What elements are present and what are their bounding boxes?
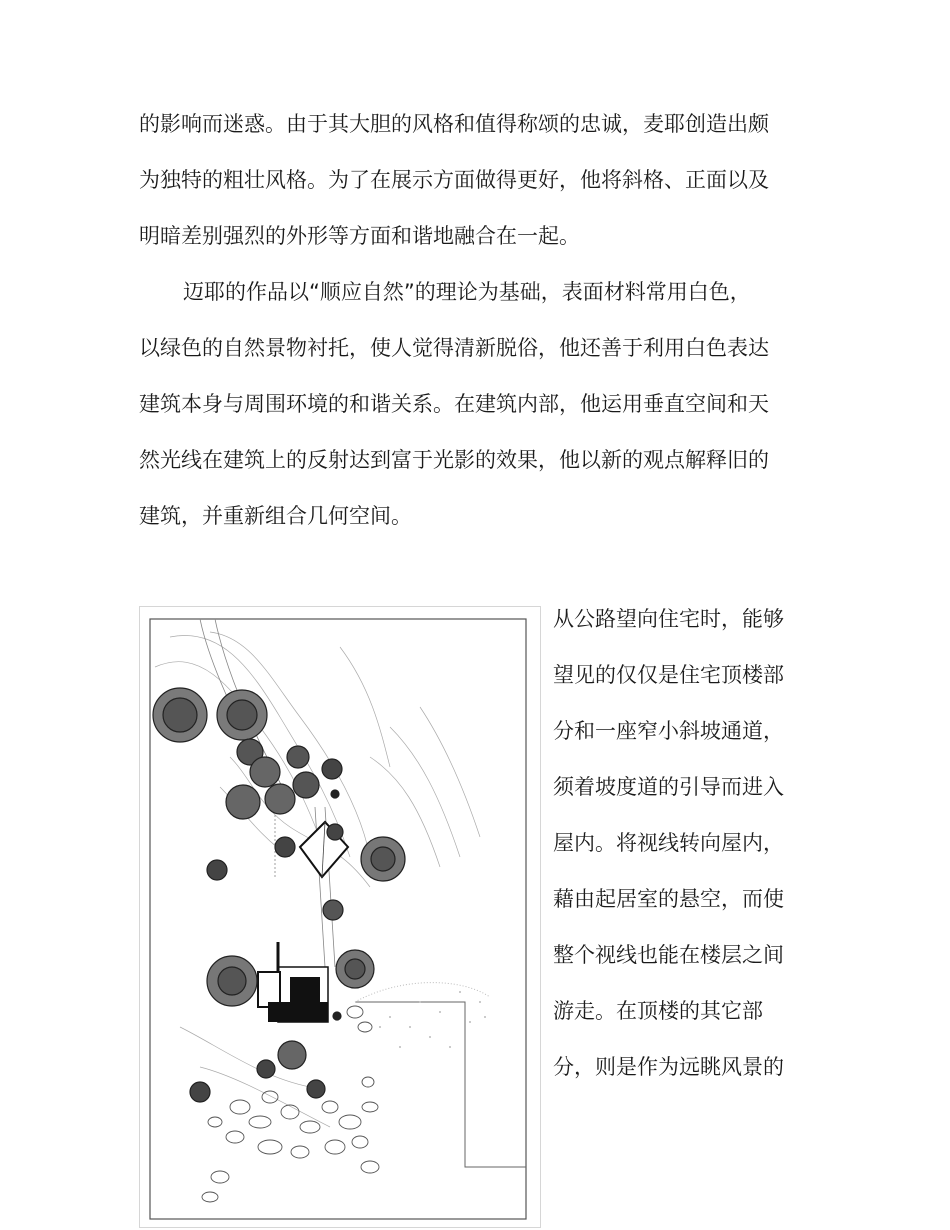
site-plan-figure <box>139 606 541 1228</box>
side-text-line: 须着坡度道的引导而进入 <box>553 775 784 799</box>
site-plan-drawing <box>140 607 540 1227</box>
side-text-line: 望见的仅仅是住宅顶楼部 <box>553 663 784 687</box>
side-text-line: 分和一座窄小斜坡通道， <box>553 719 784 743</box>
side-text-line: 藉由起居室的悬空，而使 <box>553 887 784 911</box>
trees <box>153 688 405 1102</box>
paragraph-2-line: 建筑本身与周围环境的和谐关系。在建筑内部，他运用垂直空间和天 <box>139 392 769 416</box>
paragraph-2-line: 以绿色的自然景物衬托，使人觉得清新脱俗，他还善于利用白色表达 <box>139 336 769 360</box>
paragraph-2-line: 建筑，并重新组合几何空间。 <box>139 504 412 528</box>
side-text-line: 分，则是作为远眺风景的 <box>553 1055 784 1079</box>
paragraph-2-line: 迈耶的作品以“顺应自然”的理论为基础，表面材料常用白色， <box>183 280 751 304</box>
paragraph-2-line: 然光线在建筑上的反射达到富于光影的效果，他以新的观点解释旧的 <box>139 448 769 472</box>
paragraph-1-line: 为独特的粗壮风格。为了在展示方面做得更好，他将斜格、正面以及 <box>139 168 769 192</box>
side-text-line: 整个视线也能在楼层之间 <box>553 943 784 967</box>
paragraph-1-line: 明暗差别强烈的外形等方面和谐地融合在一起。 <box>139 224 580 248</box>
side-text-line: 屋内。将视线转向屋内， <box>553 831 784 855</box>
paragraph-1-line: 的影响而迷惑。由于其大胆的风格和值得称颂的忠诚，麦耶创造出颇 <box>139 112 769 136</box>
side-text-line: 游走。在顶楼的其它部 <box>553 999 763 1023</box>
house-lower <box>258 942 328 1022</box>
side-text-line: 从公路望向住宅时，能够 <box>553 607 784 631</box>
